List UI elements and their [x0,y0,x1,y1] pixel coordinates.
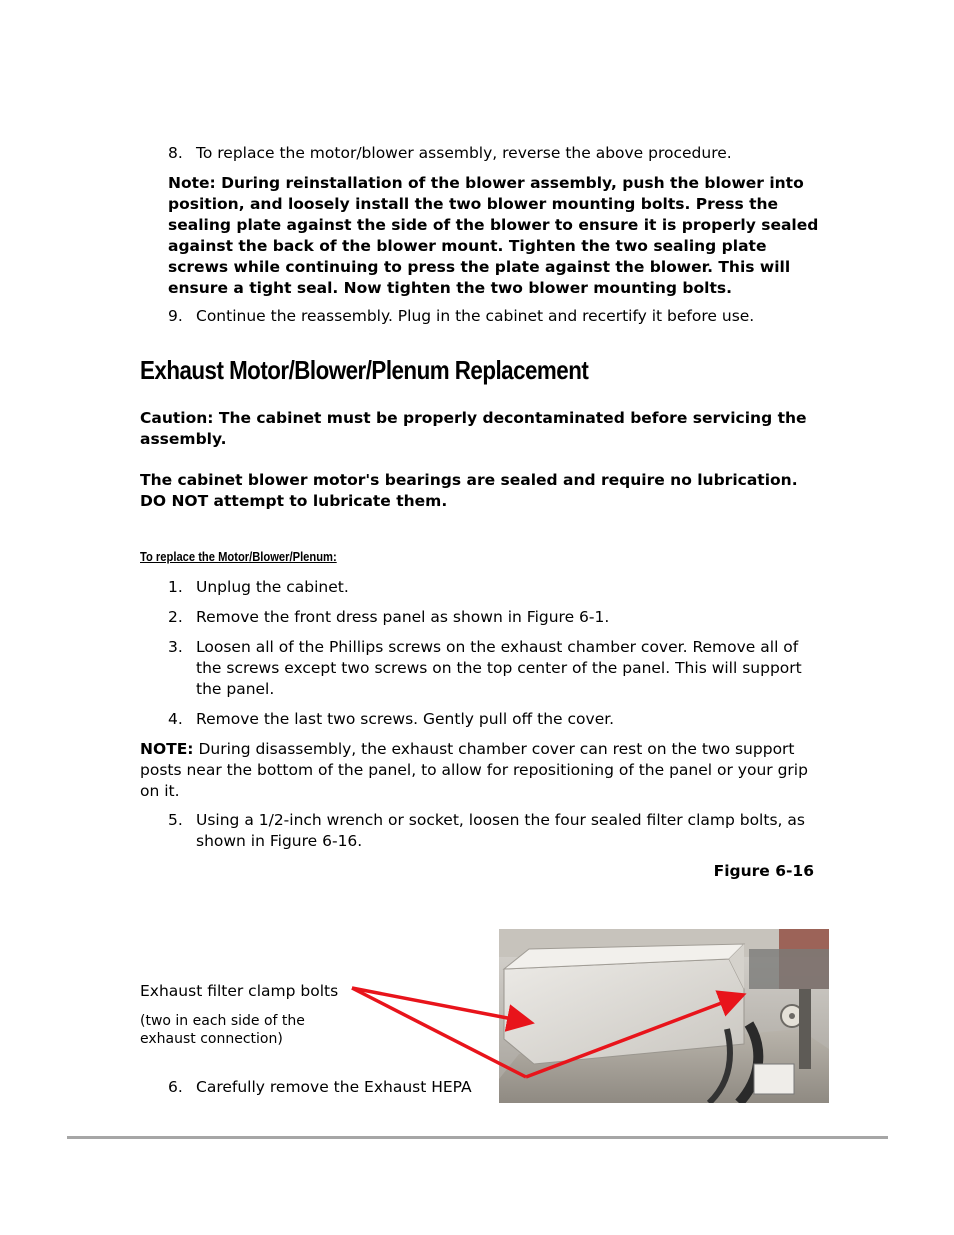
step-number: 3. [168,638,183,656]
procedure-subheading: To replace the Motor/Blower/Plenum: [140,549,337,564]
step-number: 4. [168,710,183,728]
step-text: Loosen all of the Phillips screws on the exhaust chamber cover. Remove all of the screws except two screws on the top center of the panel. This will support the panel. [196,638,802,698]
callout-title: Exhaust filter clamp bolts [140,982,339,1000]
step-text: Using a 1/2-inch wrench or socket, loosen the four sealed filter clamp bolts, as shown in Figure 6-16. [196,811,805,850]
step-number: 6. [168,1078,183,1096]
caution-note: Caution: The cabinet must be properly decontaminated before servicing the assembly. [140,409,807,448]
step-number: 8. [168,144,183,162]
bearing-note: The cabinet blower motor's bearings are sealed and require no lubrication. DO NOT attempt to lubricate them. [140,471,798,510]
step-text: Remove the last two screws. Gently pull off the cover. [196,710,615,728]
disassembly-note: NOTE: During disassembly, the exhaust chamber cover can rest on the two support posts near the bottom of the panel, to allow for repositioning of the panel or your grip on it. [140,740,808,800]
figure-label: Figure 6-16 [713,862,814,880]
callout-subtitle: (two in each side of the exhaust connection) [140,1013,305,1047]
step-number: 1. [168,578,183,596]
step-number: 9. [168,307,183,325]
arrow-shaft [352,988,526,1077]
step-text: Continue the reassembly. Plug in the cabinet and recertify it before use. [196,307,755,325]
arrow-to-right-bolt [526,996,740,1077]
footer-divider [67,1136,888,1139]
step-text: Unplug the cabinet. [196,578,349,596]
step-text: Remove the front dress panel as shown in Figure 6-1. [196,608,610,626]
section-heading: Exhaust Motor/Blower/Plenum Replacement [140,355,589,385]
reinstallation-note: Note: During reinstallation of the blower assembly, push the blower into position, and loosely install the two blower mounting bolts. Press the sealing plate against the side of the blower to ensure it is properly sealed against the back of the blower mount. Tighten the two sealing plate screws while continuing to press the plate against the blower. This will ensure a tight seal. Now tighten the two blower mounting bolts. [168,174,819,297]
arrow-to-left-bolt [352,988,528,1022]
step-text: Carefully remove the Exhaust HEPA [196,1078,472,1096]
step-number: 2. [168,608,183,626]
note-label: NOTE: [140,740,194,758]
step-number: 5. [168,811,183,829]
step-text: To replace the motor/blower assembly, reverse the above procedure. [196,144,732,162]
